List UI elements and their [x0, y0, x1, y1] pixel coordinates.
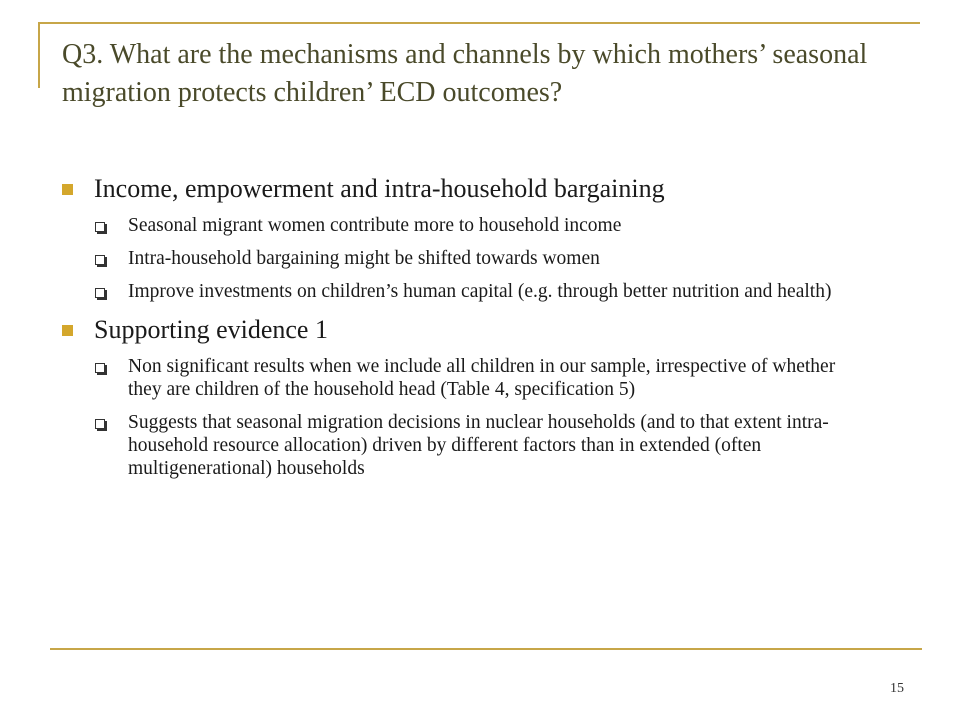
page-number: 15: [890, 681, 904, 696]
square-bullet-icon: [62, 325, 73, 336]
bullet-group-1: [62, 172, 882, 303]
bullet-text: Supporting evidence 1: [94, 315, 328, 344]
slide-title: Q3. What are the mechanisms and channels by which mothers’ seasonal migration protects children’ ECD outcomes?: [62, 39, 868, 108]
left-rule: [38, 22, 40, 88]
bullet-item: [62, 313, 882, 347]
sub-bullet-item: [95, 247, 882, 270]
bullet-item: [62, 172, 882, 206]
sub-bullet-item: [95, 214, 882, 237]
sub-bullet-text: Suggests that seasonal migration decisions in nuclear households (and to that extent intra-household resource allocation) driven by different factors than in extended (often multigenerational) households: [128, 412, 829, 479]
bullet-text: Income, empowerment and intra-household bargaining: [94, 174, 665, 203]
hollow-square-bullet-icon: [95, 255, 105, 265]
bottom-rule: [50, 648, 922, 650]
square-bullet-icon: [62, 184, 73, 195]
top-rule: [38, 22, 920, 24]
hollow-square-bullet-icon: [95, 363, 105, 373]
sub-bullet-text: Intra-household bargaining might be shifted towards women: [128, 248, 600, 269]
hollow-square-bullet-icon: [95, 288, 105, 298]
sub-bullet-text: Seasonal migrant women contribute more to household income: [128, 215, 622, 236]
sub-bullet-item: [95, 280, 882, 303]
sub-bullet-text: Non significant results when we include all children in our sample, irrespective of whether they are children of the household head (Table 4, specification 5): [128, 356, 836, 400]
slide-content: [62, 172, 882, 490]
bullet-group-2: [62, 313, 882, 480]
hollow-square-bullet-icon: [95, 419, 105, 429]
sub-bullet-text: Improve investments on children’s human capital (e.g. through better nutrition and health): [128, 281, 832, 302]
sub-bullet-item: [95, 355, 882, 401]
hollow-square-bullet-icon: [95, 222, 105, 232]
sub-bullet-item: [95, 411, 882, 480]
